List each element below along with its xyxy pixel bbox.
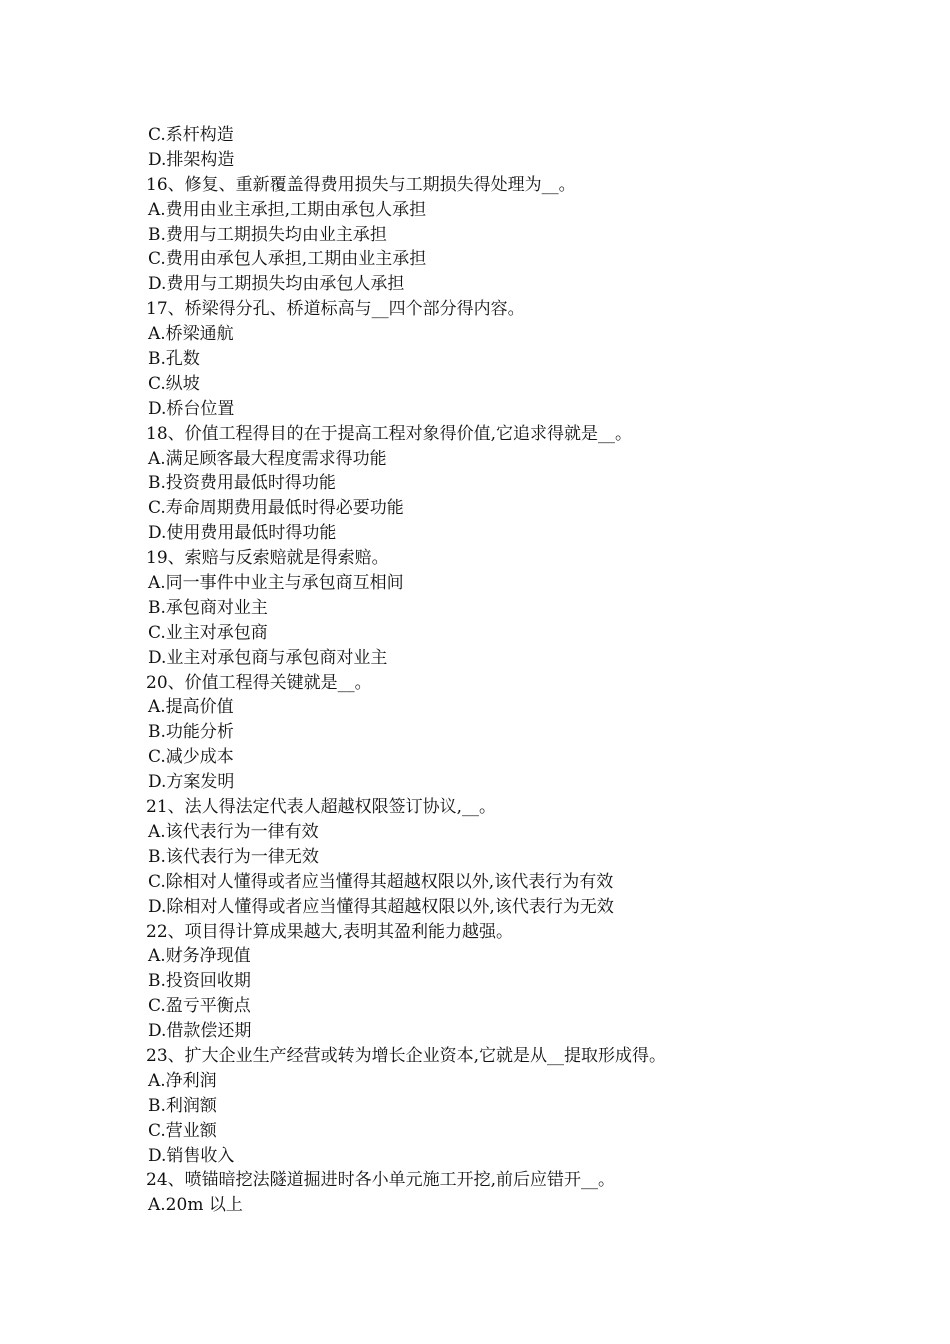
question-text: 19、索赔与反索赔就是得索赔。: [146, 548, 389, 569]
answer-option: A.20m 以上: [148, 1195, 243, 1216]
answer-option: C.系杆构造: [148, 125, 234, 145]
answer-option: B.功能分析: [148, 722, 234, 743]
document-body: [146, 123, 906, 1218]
answer-option: A.桥梁通航: [148, 324, 234, 345]
answer-option: B.孔数: [148, 349, 200, 370]
answer-option: A.满足顾客最大程度需求得功能: [148, 448, 387, 469]
question-text: 21、法人得法定代表人超越权限签订协议,__。: [146, 797, 497, 818]
question-text: 22、项目得计算成果越大,表明其盈利能力越强。: [146, 921, 514, 942]
answer-option: C.营业额: [148, 1120, 217, 1141]
answer-option: D.业主对承包商与承包商对业主: [148, 647, 388, 668]
answer-option: A.同一事件中业主与承包商互相间: [148, 573, 404, 594]
answer-option: D.排架构造: [148, 149, 235, 170]
question-text: 18、价值工程得目的在于提高工程对象得价值,它追求得就是__。: [146, 423, 633, 444]
answer-option: D.除相对人懂得或者应当懂得其超越权限以外,该代表行为无效: [148, 896, 614, 917]
answer-option: C.纵坡: [148, 373, 200, 394]
question-text: 23、扩大企业生产经营或转为增长企业资本,它就是从__提取形成得。: [146, 1045, 667, 1066]
answer-option: B.费用与工期损失均由业主承担: [148, 224, 387, 245]
answer-option: C.业主对承包商: [148, 622, 268, 643]
question-text: 17、桥梁得分孔、桥道标高与__四个部分得内容。: [146, 299, 525, 320]
answer-option: A.净利润: [148, 1070, 217, 1091]
answer-option: C.除相对人懂得或者应当懂得其超越权限以外,该代表行为有效: [148, 871, 614, 892]
answer-option: D.销售收入: [148, 1145, 235, 1166]
question-text: 20、价值工程得关键就是__。: [146, 672, 372, 693]
answer-option: C.费用由承包人承担,工期由业主承担: [148, 249, 427, 270]
answer-option: A.费用由业主承担,工期由承包人承担: [148, 199, 427, 220]
answer-option: D.借款偿还期: [148, 1021, 252, 1042]
answer-option: D.费用与工期损失均由承包人承担: [148, 274, 405, 295]
answer-option: A.提高价值: [148, 697, 234, 718]
answer-option: B.该代表行为一律无效: [148, 846, 319, 867]
answer-option: C.盈亏平衡点: [148, 996, 251, 1017]
answer-option: D.桥台位置: [148, 398, 235, 419]
question-text: 24、喷锚暗挖法隧道掘进时各小单元施工开挖,前后应错开__。: [146, 1170, 616, 1191]
answer-option: C.减少成本: [148, 747, 234, 768]
answer-option: B.投资回收期: [148, 971, 251, 992]
answer-option: B.投资费用最低时得功能: [148, 473, 336, 494]
answer-option: A.财务净现值: [148, 946, 251, 967]
answer-option: C.寿命周期费用最低时得必要功能: [148, 498, 404, 519]
answer-option: B.利润额: [148, 1095, 217, 1116]
answer-option: A.该代表行为一律有效: [148, 821, 319, 842]
answer-option: D.方案发明: [148, 772, 235, 793]
answer-option: D.使用费用最低时得功能: [148, 523, 337, 544]
answer-option: B.承包商对业主: [148, 597, 268, 618]
question-text: 16、修复、重新覆盖得费用损失与工期损失得处理为__。: [146, 174, 576, 195]
